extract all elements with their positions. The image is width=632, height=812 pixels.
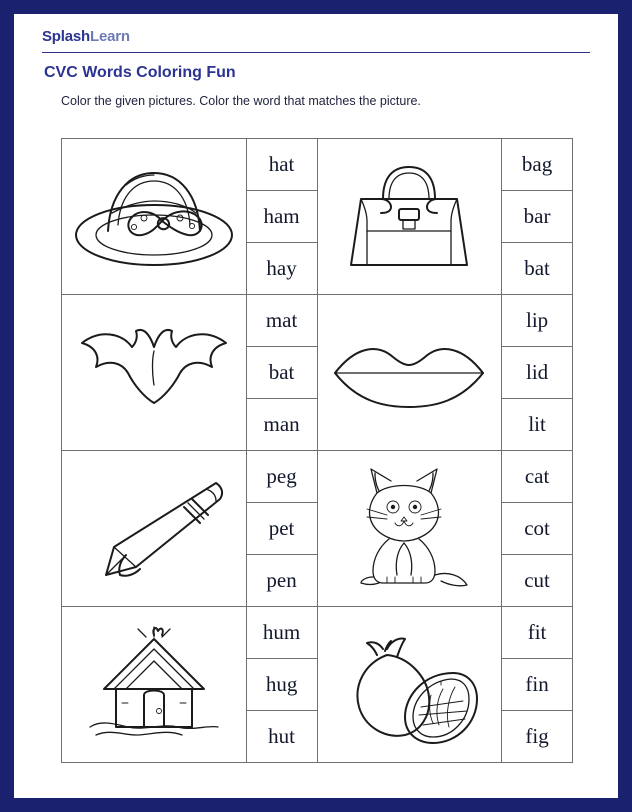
- word-choices-bat: [247, 295, 318, 451]
- word-option[interactable]: ham: [247, 190, 317, 242]
- header-divider: [42, 52, 590, 53]
- word-option[interactable]: hut: [247, 710, 317, 762]
- table-row: [62, 451, 573, 607]
- picture-cell-cat: [318, 451, 503, 607]
- picture-cell-hat: [62, 139, 247, 295]
- word-choices-lip: [502, 295, 573, 451]
- picture-cell-hut: [62, 607, 247, 763]
- word-option[interactable]: hat: [268, 152, 295, 176]
- word-option[interactable]: mat: [265, 308, 298, 332]
- logo-text-learn: Learn: [89, 28, 130, 45]
- word-option[interactable]: pet: [247, 502, 317, 554]
- picture-cell-pen: [62, 451, 247, 607]
- word-option[interactable]: bat: [502, 242, 572, 294]
- word-option[interactable]: man: [247, 398, 317, 450]
- page-title: CVC Words Coloring Fun: [44, 64, 236, 81]
- word-option[interactable]: cut: [502, 554, 572, 606]
- picture-cell-bat: [62, 295, 247, 451]
- word-option[interactable]: bag: [521, 152, 553, 176]
- worksheet-grid: [61, 138, 573, 763]
- word-choices-fig: [502, 607, 573, 763]
- word-option[interactable]: lit: [502, 398, 572, 450]
- picture-cell-bag: [318, 139, 503, 295]
- word-option[interactable]: fin: [502, 658, 572, 710]
- word-option[interactable]: bat: [247, 346, 317, 398]
- bat-animal-icon: [66, 303, 242, 443]
- table-row: [62, 295, 573, 451]
- word-choices-cat: [502, 451, 573, 607]
- word-option[interactable]: hug: [247, 658, 317, 710]
- sun-hat-with-bow-icon: [66, 147, 242, 287]
- word-choices-hat: [247, 139, 318, 295]
- word-option[interactable]: pen: [247, 554, 317, 606]
- worksheet-page: [14, 14, 618, 798]
- word-option[interactable]: fit: [527, 620, 547, 644]
- table-row: [62, 607, 573, 763]
- word-option[interactable]: lip: [525, 308, 549, 332]
- pen-icon: [66, 459, 242, 599]
- word-option[interactable]: cat: [524, 464, 550, 488]
- instructions-text: Color the given pictures. Color the word that matches the picture.: [61, 94, 421, 108]
- fig-fruit-icon: [321, 615, 497, 755]
- splashlearn-logo: [42, 28, 130, 45]
- cat-icon: [321, 459, 497, 599]
- logo-text-splash: Splash: [42, 28, 90, 45]
- lips-icon: [321, 303, 497, 443]
- word-option[interactable]: hum: [262, 620, 301, 644]
- word-option[interactable]: peg: [266, 464, 297, 488]
- word-option[interactable]: hay: [247, 242, 317, 294]
- hut-icon: [66, 615, 242, 755]
- word-option[interactable]: cot: [502, 502, 572, 554]
- word-option[interactable]: fig: [502, 710, 572, 762]
- word-choices-hut: [247, 607, 318, 763]
- word-option[interactable]: bar: [502, 190, 572, 242]
- picture-cell-lip: [318, 295, 503, 451]
- word-choices-pen: [247, 451, 318, 607]
- picture-cell-fig: [318, 607, 503, 763]
- table-row: [62, 139, 573, 295]
- word-option[interactable]: lid: [502, 346, 572, 398]
- handbag-icon: [321, 147, 497, 287]
- word-choices-bag: [502, 139, 573, 295]
